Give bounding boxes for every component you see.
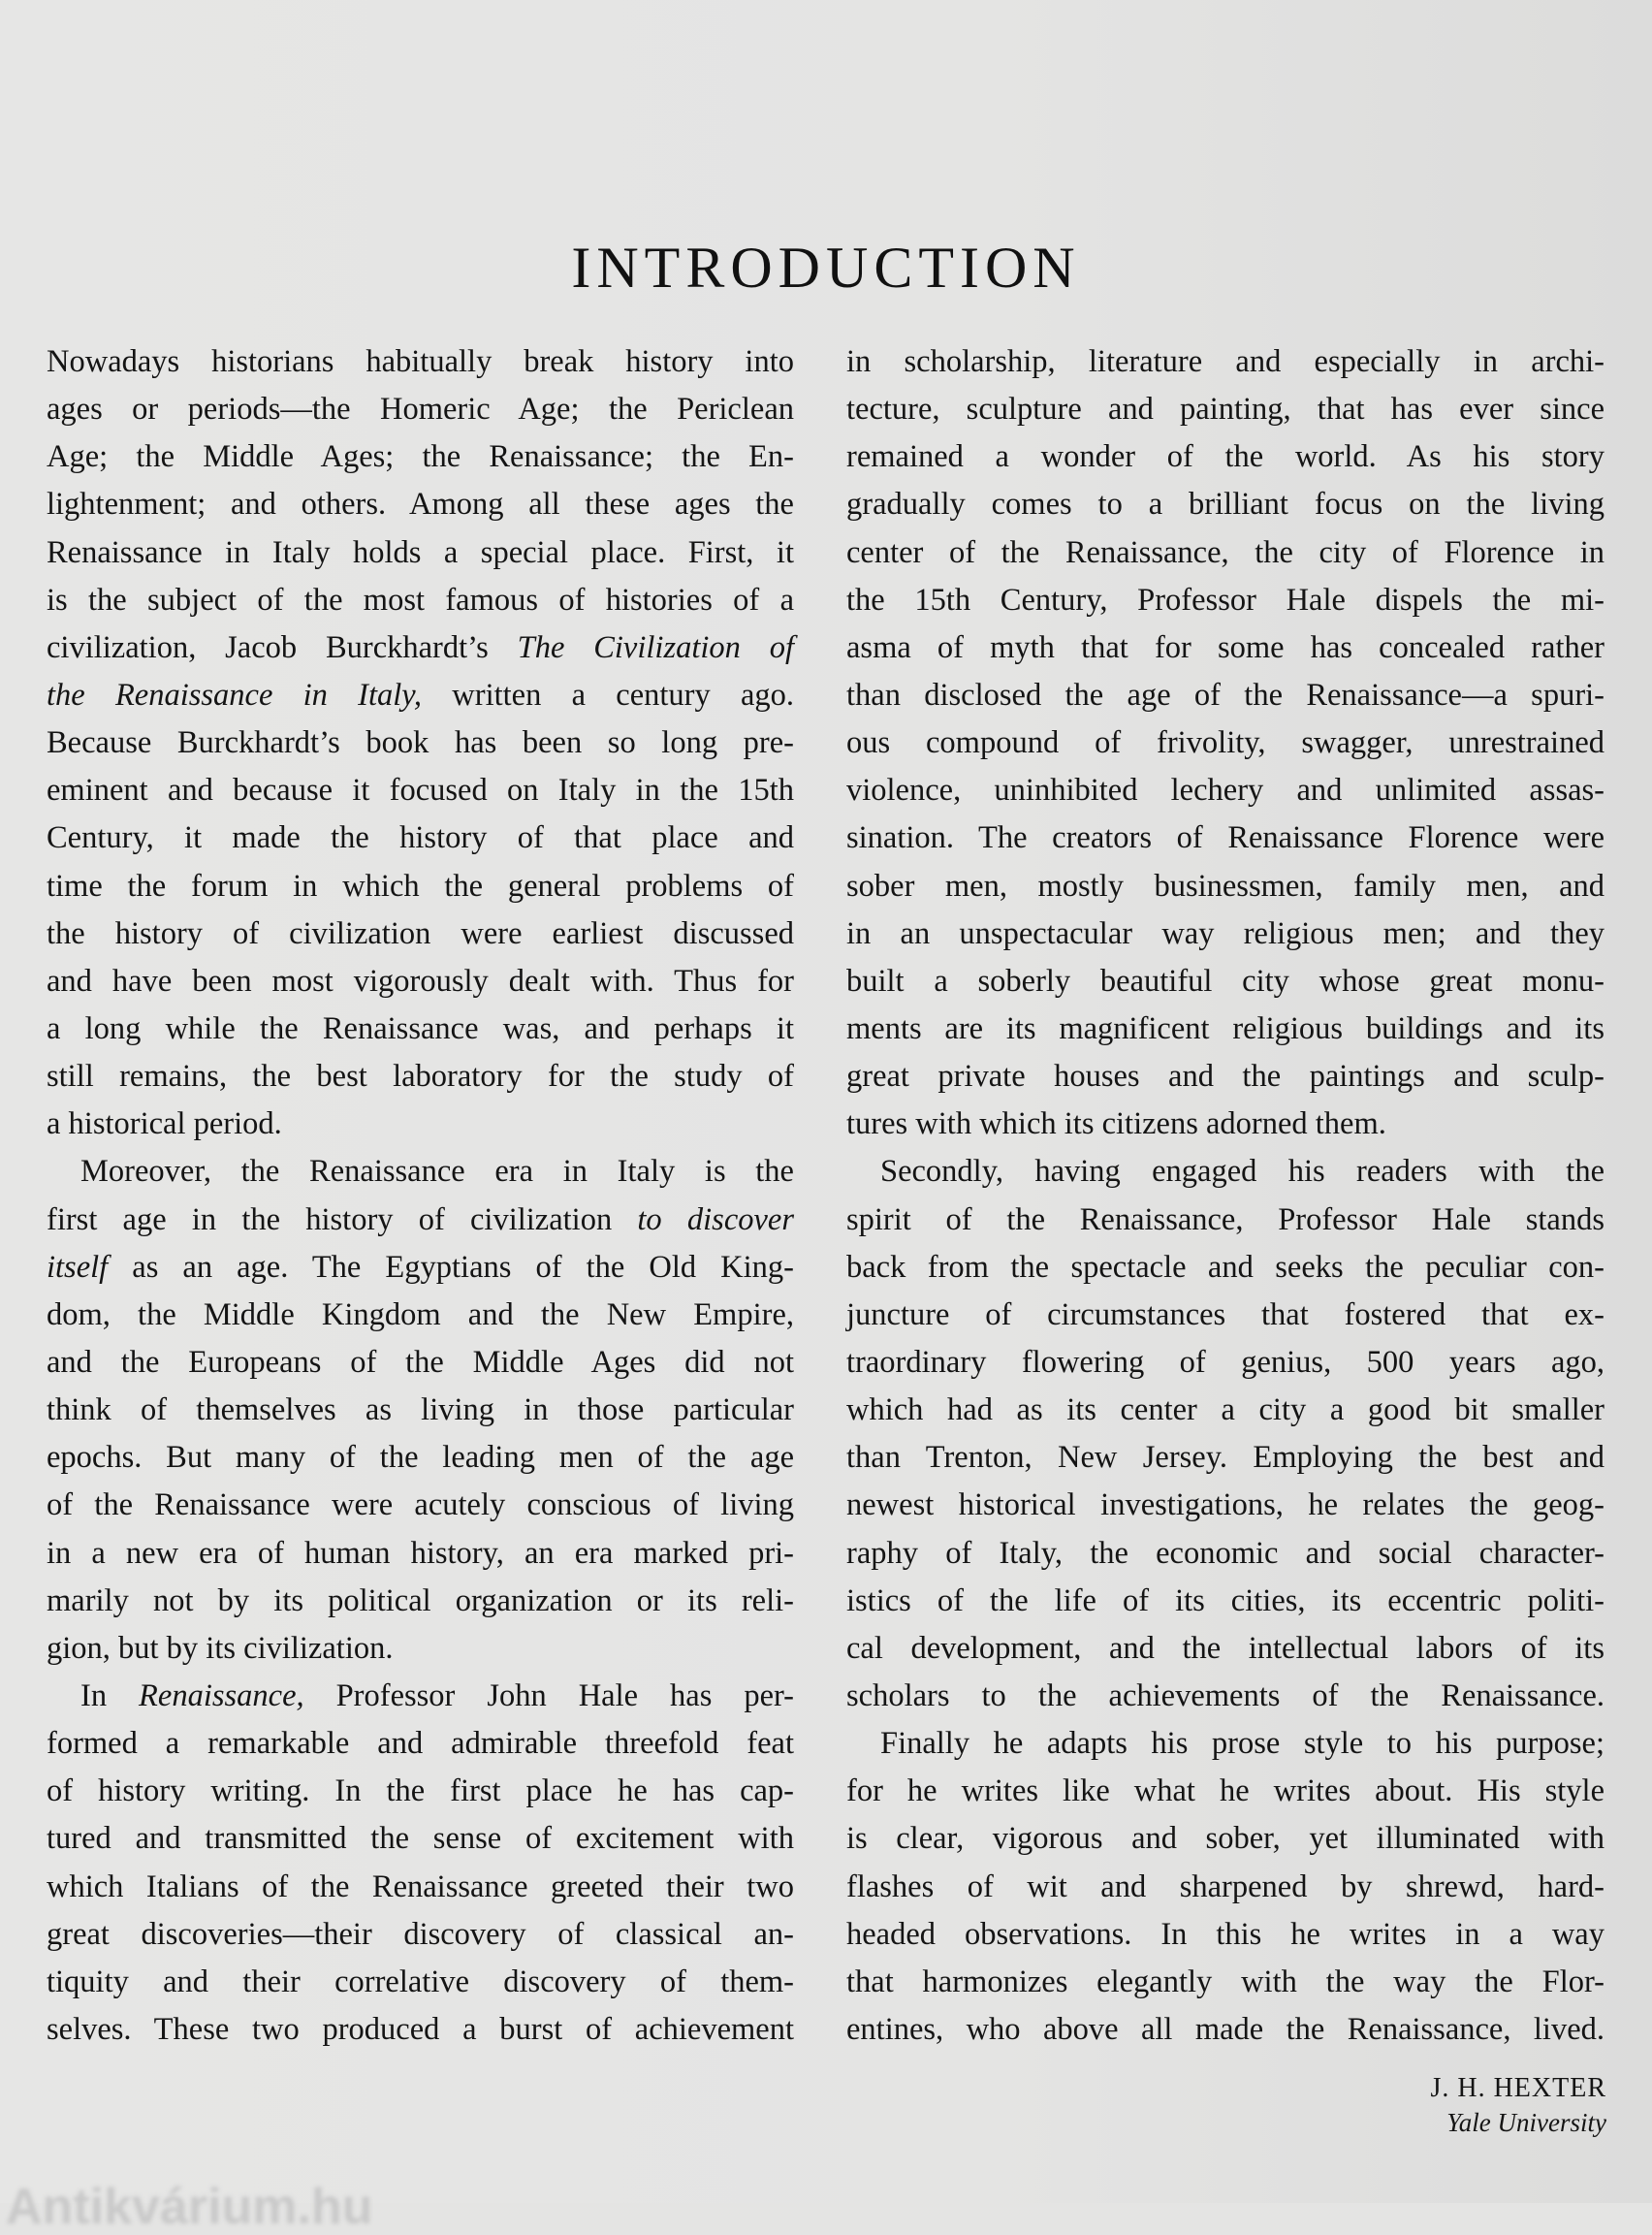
- text-line: [47, 719, 794, 767]
- text-line: [47, 529, 794, 577]
- line-text: flashes of wit and sharpened by shrewd, hard-: [846, 1868, 1604, 1904]
- text-line: [47, 1006, 794, 1053]
- text-line: [846, 1768, 1604, 1815]
- text-line: [47, 481, 794, 528]
- line-text: in a new era of human history, an era marked pri-: [47, 1535, 794, 1571]
- line-text: dom, the Middle Kingdom and the New Empire,: [47, 1296, 794, 1332]
- text-line: [846, 386, 1604, 433]
- line-text: center of the Renaissance, the city of Florence in: [846, 534, 1604, 570]
- text-line: [846, 1339, 1604, 1387]
- line-text: civilization, Jacob Burckhardt’s: [47, 629, 518, 665]
- text-line: [47, 1434, 794, 1482]
- line-text: that harmonizes elegantly with the way the Flor-: [846, 1964, 1604, 1999]
- line-text: in scholarship, literature and especially in archi-: [846, 344, 1604, 379]
- line-text: sober men, mostly businessmen, family men, and: [846, 868, 1604, 904]
- text-line: [47, 1148, 794, 1196]
- line-text: headed observations. In this he writes in a way: [846, 1916, 1604, 1952]
- italic-title-text: the Renaissance in Italy,: [47, 677, 423, 713]
- line-text: traordinary flowering of genius, 500 years ago,: [846, 1344, 1604, 1380]
- text-line: [47, 672, 794, 719]
- italic-title-text: itself: [47, 1249, 109, 1285]
- line-text: back from the spectacle and seeks the peculiar con-: [846, 1249, 1604, 1285]
- line-text: cal development, and the intellectual labors of its: [846, 1630, 1604, 1666]
- text-line: [846, 1482, 1604, 1529]
- text-line: [47, 1625, 794, 1673]
- text-line: [47, 767, 794, 814]
- signature-block: [1430, 2071, 1606, 2139]
- line-text: gion, but by its civilization.: [47, 1630, 394, 1666]
- text-line: [47, 1911, 794, 1959]
- line-text: eminent and because it focused on Italy in the 15th: [47, 773, 794, 809]
- text-line: [47, 1673, 794, 1720]
- text-line: [846, 1387, 1604, 1434]
- line-text: tured and transmitted the sense of excitement with: [47, 1821, 794, 1857]
- line-text: and have been most vigorously dealt with. Thus for: [47, 963, 794, 999]
- line-text: Professor John Hale has per-: [303, 1677, 794, 1713]
- text-line: [47, 1482, 794, 1529]
- line-text: epochs. But many of the leading men of the age: [47, 1440, 794, 1476]
- text-line: [846, 1053, 1604, 1101]
- text-line: [47, 338, 794, 386]
- line-text: Century, it made the history of that place and: [47, 820, 794, 856]
- text-line: [47, 1720, 794, 1768]
- text-line: [846, 1197, 1604, 1244]
- line-text: think of themselves as living in those particular: [47, 1392, 794, 1428]
- line-text: gradually comes to a brilliant focus on the living: [846, 487, 1604, 523]
- text-line: [846, 1815, 1604, 1863]
- line-text: still remains, the best laboratory for the study of: [47, 1059, 794, 1095]
- text-line: [47, 863, 794, 910]
- left-text-column: [47, 338, 794, 2054]
- line-text: selves. These two produced a burst of achievement: [47, 2011, 794, 2047]
- text-line: [846, 1148, 1604, 1196]
- text-line: [846, 863, 1604, 910]
- line-text: great private houses and the paintings and sculp-: [846, 1059, 1604, 1095]
- line-text: is the subject of the most famous of histories of a: [47, 582, 794, 618]
- line-text: scholars to the achievements of the Renaissance.: [846, 1677, 1604, 1713]
- line-text: the 15th Century, Professor Hale dispels the mi-: [846, 582, 1604, 618]
- text-line: [846, 481, 1604, 528]
- text-line: [846, 577, 1604, 624]
- text-line: [846, 1720, 1604, 1768]
- line-text: which Italians of the Renaissance greeted their two: [47, 1868, 794, 1904]
- text-line: [846, 624, 1604, 672]
- line-text: tures with which its citizens adorned them.: [846, 1106, 1386, 1142]
- text-line: [846, 910, 1604, 958]
- line-text: than disclosed the age of the Renaissance—a spuri-: [846, 677, 1604, 713]
- line-text: marily not by its political organization or its reli-: [47, 1582, 794, 1618]
- text-line: [47, 1864, 794, 1911]
- text-line: [47, 814, 794, 862]
- text-line: [47, 1292, 794, 1339]
- text-line: [846, 2006, 1604, 2054]
- text-line: [47, 1815, 794, 1863]
- text-line: [846, 1530, 1604, 1578]
- line-text: spirit of the Renaissance, Professor Hale stands: [846, 1201, 1604, 1237]
- line-text: of the Renaissance were acutely conscious of living: [47, 1487, 794, 1523]
- line-text: formed a remarkable and admirable threefold feat: [47, 1726, 794, 1762]
- line-text: istics of the life of its cities, its eccentric politi-: [846, 1582, 1604, 1618]
- text-line: [846, 1959, 1604, 2006]
- text-line: [47, 1768, 794, 1815]
- text-line: [846, 1006, 1604, 1053]
- right-text-column: [846, 338, 1604, 2054]
- line-text: tecture, sculpture and painting, that has ever since: [846, 392, 1604, 428]
- line-text: written a century ago.: [422, 677, 795, 713]
- text-line: [846, 1578, 1604, 1625]
- line-text: newest historical investigations, he relates the geog-: [846, 1487, 1604, 1523]
- text-line: [846, 672, 1604, 719]
- italic-title-text: The Civilization of: [517, 629, 794, 665]
- text-line: [846, 433, 1604, 481]
- watermark: Antikvárium.hu: [6, 2179, 373, 2235]
- text-line: [846, 1673, 1604, 1720]
- text-line: [846, 1911, 1604, 1959]
- line-text: and the Europeans of the Middle Ages did not: [47, 1344, 794, 1380]
- text-line: [47, 2006, 794, 2054]
- line-text: first age in the history of civilization: [47, 1201, 638, 1237]
- text-line: [846, 1244, 1604, 1292]
- line-text: as an age. The Egyptians of the Old King-: [108, 1249, 794, 1285]
- author-affiliation: Yale University: [1446, 2108, 1606, 2137]
- line-text: juncture of circumstances that fostered that ex-: [846, 1296, 1604, 1332]
- line-text: Secondly, having engaged his readers with the: [880, 1154, 1604, 1190]
- text-line: [47, 1053, 794, 1101]
- page-title: INTRODUCTION: [571, 236, 1081, 301]
- line-text: lightenment; and others. Among all these ages the: [47, 487, 794, 523]
- text-line: [846, 1625, 1604, 1673]
- text-line: [47, 386, 794, 433]
- text-line: [846, 1101, 1604, 1148]
- line-text: ous compound of frivolity, swagger, unrestrained: [846, 725, 1604, 761]
- text-line: [47, 910, 794, 958]
- text-line: [47, 1530, 794, 1578]
- italic-title-text: to discover: [637, 1201, 794, 1237]
- line-text: raphy of Italy, the economic and social character-: [846, 1535, 1604, 1571]
- line-text: Age; the Middle Ages; the Renaissance; the En-: [47, 439, 794, 475]
- text-line: [846, 338, 1604, 386]
- text-line: [47, 1244, 794, 1292]
- text-line: [47, 1387, 794, 1434]
- line-text: remained a wonder of the world. As his story: [846, 439, 1604, 475]
- text-line: [47, 958, 794, 1006]
- text-line: [47, 624, 794, 672]
- line-text: Nowadays historians habitually break history into: [47, 344, 794, 379]
- text-line: [846, 719, 1604, 767]
- text-line: [846, 814, 1604, 862]
- line-text: Renaissance in Italy holds a special place. First, it: [47, 534, 794, 570]
- line-text: tiquity and their correlative discovery of them-: [47, 1964, 794, 1999]
- italic-title-text: Renaissance,: [139, 1677, 304, 1713]
- line-text: violence, uninhibited lechery and unlimited assas-: [846, 773, 1604, 809]
- line-text: great discoveries—their discovery of classical an-: [47, 1916, 794, 1952]
- line-text: which had as its center a city a good bit smaller: [846, 1392, 1604, 1428]
- line-text: is clear, vigorous and sober, yet illuminated with: [846, 1821, 1604, 1857]
- line-text: built a soberly beautiful city whose great monu-: [846, 963, 1604, 999]
- text-line: [47, 1339, 794, 1387]
- text-line: [846, 767, 1604, 814]
- line-text: in an unspectacular way religious men; and they: [846, 915, 1604, 951]
- line-text: a historical period.: [47, 1106, 282, 1142]
- author-name: J. H. HEXTER: [1430, 2073, 1606, 2103]
- text-line: [846, 1434, 1604, 1482]
- line-text: In: [80, 1677, 140, 1713]
- text-line: [47, 1197, 794, 1244]
- line-text: ments are its magnificent religious buildings and its: [846, 1010, 1604, 1046]
- line-text: Moreover, the Renaissance era in Italy is the: [80, 1154, 794, 1190]
- text-line: [47, 1959, 794, 2006]
- text-line: [47, 1578, 794, 1625]
- line-text: Finally he adapts his prose style to his purpose;: [880, 1726, 1604, 1762]
- line-text: for he writes like what he writes about. His style: [846, 1773, 1604, 1809]
- line-text: ages or periods—the Homeric Age; the Periclean: [47, 392, 794, 428]
- line-text: entines, who above all made the Renaissance, lived.: [846, 2011, 1604, 2047]
- line-text: the history of civilization were earliest discussed: [47, 915, 794, 951]
- line-text: of history writing. In the first place he has cap-: [47, 1773, 794, 1809]
- text-line: [846, 529, 1604, 577]
- text-line: [846, 958, 1604, 1006]
- line-text: than Trenton, New Jersey. Employing the best and: [846, 1440, 1604, 1476]
- text-line: [47, 577, 794, 624]
- text-line: [47, 1101, 794, 1148]
- line-text: sination. The creators of Renaissance Florence were: [846, 820, 1604, 856]
- line-text: Because Burckhardt’s book has been so long pre-: [47, 725, 794, 761]
- line-text: a long while the Renaissance was, and perhaps it: [47, 1010, 794, 1046]
- line-text: asma of myth that for some has concealed rather: [846, 629, 1604, 665]
- text-line: [846, 1292, 1604, 1339]
- text-line: [846, 1864, 1604, 1911]
- text-line: [47, 433, 794, 481]
- line-text: time the forum in which the general problems of: [47, 868, 794, 904]
